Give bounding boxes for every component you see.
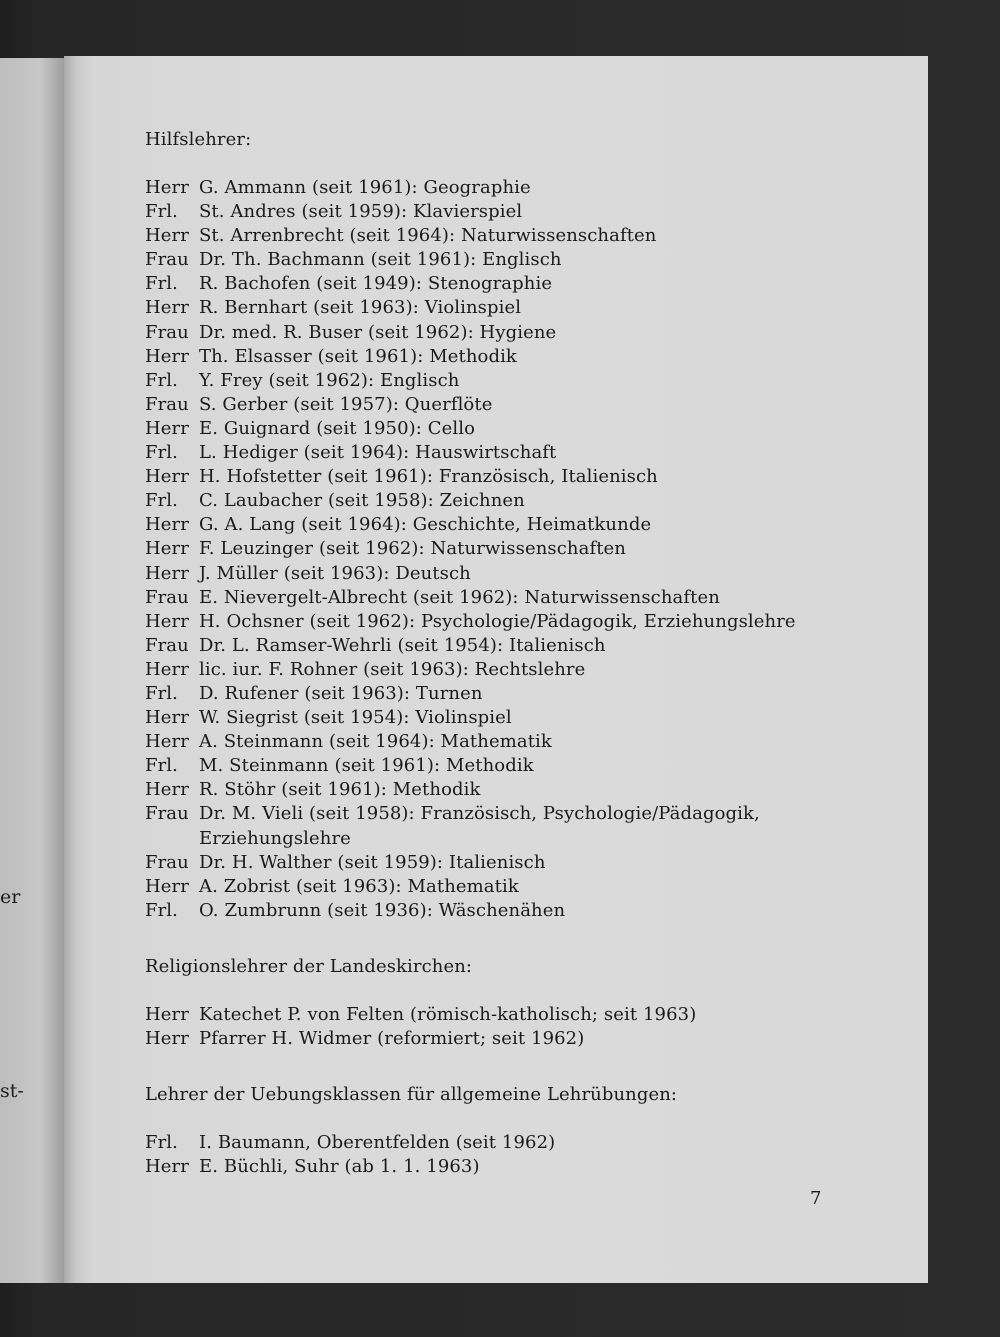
entry-title: Frl.: [145, 369, 178, 391]
list-item: [145, 200, 905, 224]
list-item: [145, 296, 905, 320]
list-item: [145, 1155, 905, 1179]
list-item: [145, 586, 905, 610]
entry-title: Frau: [145, 634, 189, 656]
list-item: [145, 513, 905, 537]
entry-title: Herr: [145, 1003, 189, 1025]
entry-text: E. Guignard (seit 1950): Cello: [199, 417, 476, 439]
left-page-fragment: er: [0, 886, 21, 908]
entry-title: Frau: [145, 393, 189, 415]
entry-text: L. Hediger (seit 1964): Hauswirtschaft: [199, 442, 557, 464]
entry-title: Herr: [145, 658, 189, 680]
entry-title: Frau: [145, 851, 189, 873]
entry-text: St. Andres (seit 1959): Klavierspiel: [199, 201, 523, 223]
entry-text: Y. Frey (seit 1962): Englisch: [199, 369, 460, 391]
entry-text: Th. Elsasser (seit 1961): Methodik: [199, 345, 517, 367]
entry-text: S. Gerber (seit 1957): Querflöte: [199, 393, 493, 415]
entry-title: Frl.: [145, 1132, 178, 1154]
list-item: [145, 778, 905, 802]
document-page: [64, 56, 928, 1283]
entry-text: A. Steinmann (seit 1964): Mathematik: [199, 731, 552, 753]
entry-title: Herr: [145, 707, 189, 729]
entry-text: St. Arrenbrecht (seit 1964): Naturwissenschaften: [199, 225, 657, 247]
left-page-fragment: st-: [0, 1080, 24, 1102]
entry-text: Pfarrer H. Widmer (reformiert; seit 1962): [199, 1028, 585, 1049]
list-item: [145, 224, 905, 248]
entry-text: R. Stöhr (seit 1961): Methodik: [199, 779, 481, 801]
list-item: [145, 537, 905, 561]
entry-title: Herr: [145, 466, 189, 488]
list-item: [145, 393, 905, 417]
entry-text: D. Rufener (seit 1963): Turnen: [199, 682, 483, 704]
entry-text: Dr. M. Vieli (seit 1958): Französisch, Psychologie/Pädagogik, Erziehungslehre: [199, 803, 760, 849]
section-spacer: [145, 923, 905, 955]
entry-title: Herr: [145, 562, 189, 584]
list-item: [145, 1003, 905, 1027]
entry-text: I. Baumann, Oberentfelden (seit 1962): [199, 1132, 556, 1154]
list-item: [145, 465, 905, 489]
entry-title: Herr: [145, 297, 189, 319]
entry-title: Herr: [145, 538, 189, 560]
list-item: [145, 321, 905, 345]
entry-text: H. Hofstetter (seit 1961): Französisch, Italienisch: [199, 466, 658, 488]
entry-title: Frau: [145, 803, 189, 825]
list-item: [145, 706, 905, 730]
list-item: [145, 417, 905, 441]
heading-spacer: [145, 152, 905, 176]
list-item: [145, 248, 905, 272]
entry-text: H. Ochsner (seit 1962): Psychologie/Pädagogik, Erziehungslehre: [199, 610, 796, 632]
section-heading: Hilfslehrer:: [145, 129, 252, 150]
entry-text: O. Zumbrunn (seit 1936): Wäschenähen: [199, 899, 566, 921]
entry-title: Frl.: [145, 273, 178, 295]
entry-text: lic. iur. F. Rohner (seit 1963): Rechtslehre: [199, 658, 586, 680]
list-item: [145, 610, 905, 634]
entry-title: Frau: [145, 321, 189, 343]
entry-title: Herr: [145, 345, 189, 367]
entry-text: G. Ammann (seit 1961): Geographie: [199, 177, 531, 198]
entry-text: Dr. med. R. Buser (seit 1962): Hygiene: [199, 321, 557, 343]
entry-text: F. Leuzinger (seit 1962): Naturwissenschaften: [199, 538, 626, 560]
list-item: [145, 754, 905, 778]
list-item: [145, 802, 905, 850]
entry-title: Frl.: [145, 682, 178, 704]
entry-text: C. Laubacher (seit 1958): Zeichnen: [199, 490, 525, 512]
entry-title: Herr: [145, 875, 189, 897]
entry-text: R. Bernhart (seit 1963): Violinspiel: [199, 297, 522, 319]
section-heading: Religionslehrer der Landeskirchen:: [145, 955, 473, 977]
entry-title: Frau: [145, 249, 189, 271]
list-item: [145, 272, 905, 296]
page-number: 7: [810, 1188, 822, 1209]
list-item: [145, 851, 905, 875]
entry-text: Dr. H. Walther (seit 1959): Italienisch: [199, 851, 546, 873]
entry-title: Frl.: [145, 899, 178, 921]
entry-text: A. Zobrist (seit 1963): Mathematik: [199, 875, 519, 897]
entry-title: Herr: [145, 1028, 189, 1049]
entry-title: Herr: [145, 417, 189, 439]
list-item: [145, 489, 905, 513]
entry-text: M. Steinmann (seit 1961): Methodik: [199, 755, 534, 777]
list-item: [145, 730, 905, 754]
entry-text: R. Bachofen (seit 1949): Stenographie: [199, 273, 553, 295]
list-item: [145, 345, 905, 369]
entry-text: G. A. Lang (seit 1964): Geschichte, Heimatkunde: [199, 514, 652, 536]
list-item: [145, 1131, 905, 1155]
section-heading: Lehrer der Uebungsklassen für allgemeine Lehrübungen:: [145, 1084, 678, 1106]
list-item: [145, 899, 905, 923]
entry-title: Frl.: [145, 442, 178, 464]
list-item: [145, 369, 905, 393]
list-item: [145, 562, 905, 586]
entry-title: Frl.: [145, 490, 178, 512]
list-item: [145, 682, 905, 706]
entry-title: Herr: [145, 779, 189, 801]
heading-spacer: [145, 979, 905, 1003]
entry-text: Dr. Th. Bachmann (seit 1961): Englisch: [199, 249, 562, 271]
list-item: [145, 441, 905, 465]
list-item: [145, 634, 905, 658]
list-item: [145, 176, 905, 200]
entry-title: Frl.: [145, 201, 178, 223]
entry-title: Herr: [145, 514, 189, 536]
entry-text: E. Büchli, Suhr (ab 1. 1. 1963): [199, 1156, 480, 1178]
entry-text: J. Müller (seit 1963): Deutsch: [199, 562, 471, 584]
entry-title: Frl.: [145, 755, 178, 777]
entry-text: Katechet P. von Felten (römisch-katholisch; seit 1963): [199, 1003, 697, 1025]
entry-text: E. Nievergelt-Albrecht (seit 1962): Naturwissenschaften: [199, 586, 720, 608]
page-content: [145, 128, 905, 1179]
list-item: [145, 1027, 905, 1051]
heading-spacer: [145, 1107, 905, 1131]
entry-title: Herr: [145, 731, 189, 753]
entry-text: Dr. L. Ramser-Wehrli (seit 1954): Italienisch: [199, 634, 606, 656]
entry-title: Frau: [145, 586, 189, 608]
entry-title: Herr: [145, 1156, 189, 1178]
entry-title: Herr: [145, 177, 189, 198]
section-spacer: [145, 1051, 905, 1083]
entry-title: Herr: [145, 225, 189, 247]
list-item: [145, 875, 905, 899]
entry-text: W. Siegrist (seit 1954): Violinspiel: [199, 707, 512, 729]
entry-title: Herr: [145, 610, 189, 632]
list-item: [145, 658, 905, 682]
